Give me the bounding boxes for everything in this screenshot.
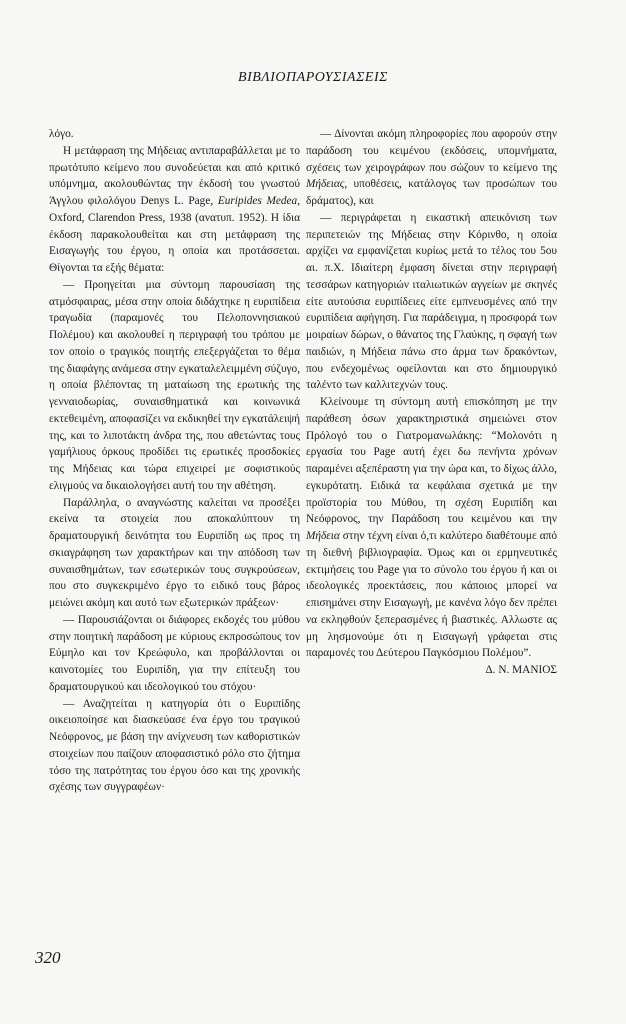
paragraph: — Αναζητείται η κατηγορία ότι ο Ευριπίδης οικειοποίησε και διασκεύασε ένα έργο του τραγικού Νεόφρονος, με βάση την ανίχνευση των καθοριστικών στοιχείων που παίζουν αποφασιστικό ρόλο στο ζήτημα τόσο της πατρότητας του έργου όσο και της χρονικής σχέσης των συγγραφέων·	[49, 697, 300, 794]
paragraph	[306, 394, 557, 662]
paragraph: — Προηγείται μια σύντομη παρουσίαση της ατμόσφαιρας, μέσα στην οποία διδάχτηκε η ευριπίδεια τραγωδία (παραμονές του Πελοποννησιακού Πολέμου) και ακολουθεί η περιγραφή του τρόπου με τον οποίο ο τραγικός ποιητής επεξεργάζεται το θέμα της διαφάγης ανάμεσα στην εγκαταλελειμμένη σύζυγο, η οποία βλέποντας τη ματαίωση της ερωτικής της γενναιοδωρίας, συναισθηματικά και κοινωνικά εκτεθειμένη, αποφασίζει να εκδικηθεί την εγκατάλειψή της, και το λιποτάκτη άνδρα της, που αθετώντας τους γαμήλιους όρκους προδίδει τις ερωτικές προσδοκίες της Μήδειας και τώρα επιχειρεί με σοφιστικούς ελιγμούς να δικαιολογήσει αυτή του την αθέτηση.	[49, 278, 301, 492]
page-number: 320	[35, 948, 61, 967]
text-run: , υποθέσεις, κατάλογος των προσώπων του δράματος), και	[306, 178, 557, 207]
paragraph: Παράλληλα, ο αναγνώστης καλείται να προσέξει εκείνα τα στοιχεία που αποκαλύπτουν τη δραματουργική δεινότητα του Ευριπίδη ως προς τη σκιαγράφηση των χαρακτήρων και την απόδοση των συναισθημάτων, των εσωτερικών τους συγκρούσεων, που στο συγκεκριμένο έργο το ειδικό τους βάρος μειώνει ακόμη και αυτό των εξωτερικών πράξεων·	[49, 496, 300, 609]
text-run: Κλείνουμε τη σύντομη αυτή επισκόπηση με την παράθεση όσων χαρακτηριστικά σημειώνει στον Πρόλογό του ο Γιατρομανωλάκης: “Μολονότι η εργασία του Page αυτή έχει δω πενήντα χρόνων παραμένει αξεπέραστη για την ώρα και, το δίχως άλλο, εγκυρότατη. Ειδικά τα κεφάλαια σχετικά με την προϊστορία του Μύθου, τη σχέση Ευριπίδη και Νεόφρονος, την Παράδοση του κειμένου και την	[306, 396, 557, 526]
text-run: — Δίνονται ακόμη πληροφορίες που αφορούν στην παράδοση του κειμένου (εκδόσεις, υπομνήματα, σχέσεις των χειρογράφων που σώζουν το κείμενο της	[306, 128, 557, 174]
italic-term: Μήδειας	[306, 178, 345, 191]
text-run: Η μετάφραση της Μήδειας αντιπαραβάλλεται με το πρωτότυπο κείμενο που συνοδεύεται και από κριτικό υπόμνημα, ακολουθώντας την έκδοσή του γνωστού Άγγλου φιλολόγου Denys L. Page,	[49, 144, 300, 207]
author-signature: Δ. Ν. ΜΑΝΙΟΣ	[485, 664, 557, 676]
paragraph: — Παρουσιάζονται οι διάφορες εκδοχές του μύθου στην ποιητική παράδοση με κύριους εκπροσώπους τον Εύμηλο και τον Κρεώφυλο, και προβάλλονται οι καινοτομίες του Ευριπίδη, για την επίτευξη του δραματουργικού και ιδεολογικού του στόχου·	[49, 613, 300, 693]
paragraph	[306, 126, 557, 210]
paragraph: — περιγράφεται η εικαστική απεικόνιση των περιπετειών της Μήδειας στην Κόρινθο, η οποία αρχίζει να εμφανίζεται κυρίως μετά το τέλος του 5ου αι. π.Χ. Ιδιαίτερη έμφαση δίνεται στην περιγραφή τεσσάρων κατηγοριών ιταλιωτικών αγγείων με σκηνές είτε αυτούσια ευριπίδειες είτε εμπνευσμένες από την ευριπίδεια αφήγηση. Για παράδειγμα, η προσφορά των μοιραίων δώρων, ο θάνατος της Γλαύκης, η σφαγή των παιδιών, η Μήδεια πάνω στο άρμα των δρακόντων, που ενδεχομένως οφείλονται και στο δημιουργικό ταλέντο των καλλιτεχνών τους.	[306, 211, 557, 392]
paragraph	[49, 143, 300, 277]
running-head: ΒΙΒΛΙΟΠΑΡΟΥΣΙΑΣΕΙΣ	[238, 70, 388, 85]
text-run: στην τέχνη είναι ό,τι καλύτερο διαθέτουμε από τη διεθνή βιβλιογραφία. Όμως και οι ερμηνευτικές εκτιμήσεις του Page για το σύνολο του έργου ή και οι ιδεολογικές προεκτάσεις, που κάποιος μπορεί να επισημάνει στην Εισαγωγή, με κανένα λόγο δεν πρέπει να εκληφθούν ξεπερασμένες ή βιαστικές. Αλλωστε ας μη λησμονούμε ότι η Εισαγωγή γράφεται στις παραμονές του Δεύτερου Παγκόσμιου Πολέμου”.	[306, 530, 557, 660]
italic-term: Μήδεια	[306, 530, 340, 542]
text-run: , Oxford, Clarendon Press, 1938 (ανατυπ. 1952). Η ίδια έκδοση παρακολουθείται και στη μετάφραση της Εισαγωγής του έργου, η οποία και προτάσσεται. Θίγονται τα εξής θέματα:	[49, 195, 301, 274]
left-column	[49, 126, 300, 796]
paragraph: λόγο.	[49, 128, 74, 140]
right-column	[306, 126, 557, 679]
book-title: Euripides Medea	[217, 195, 298, 207]
